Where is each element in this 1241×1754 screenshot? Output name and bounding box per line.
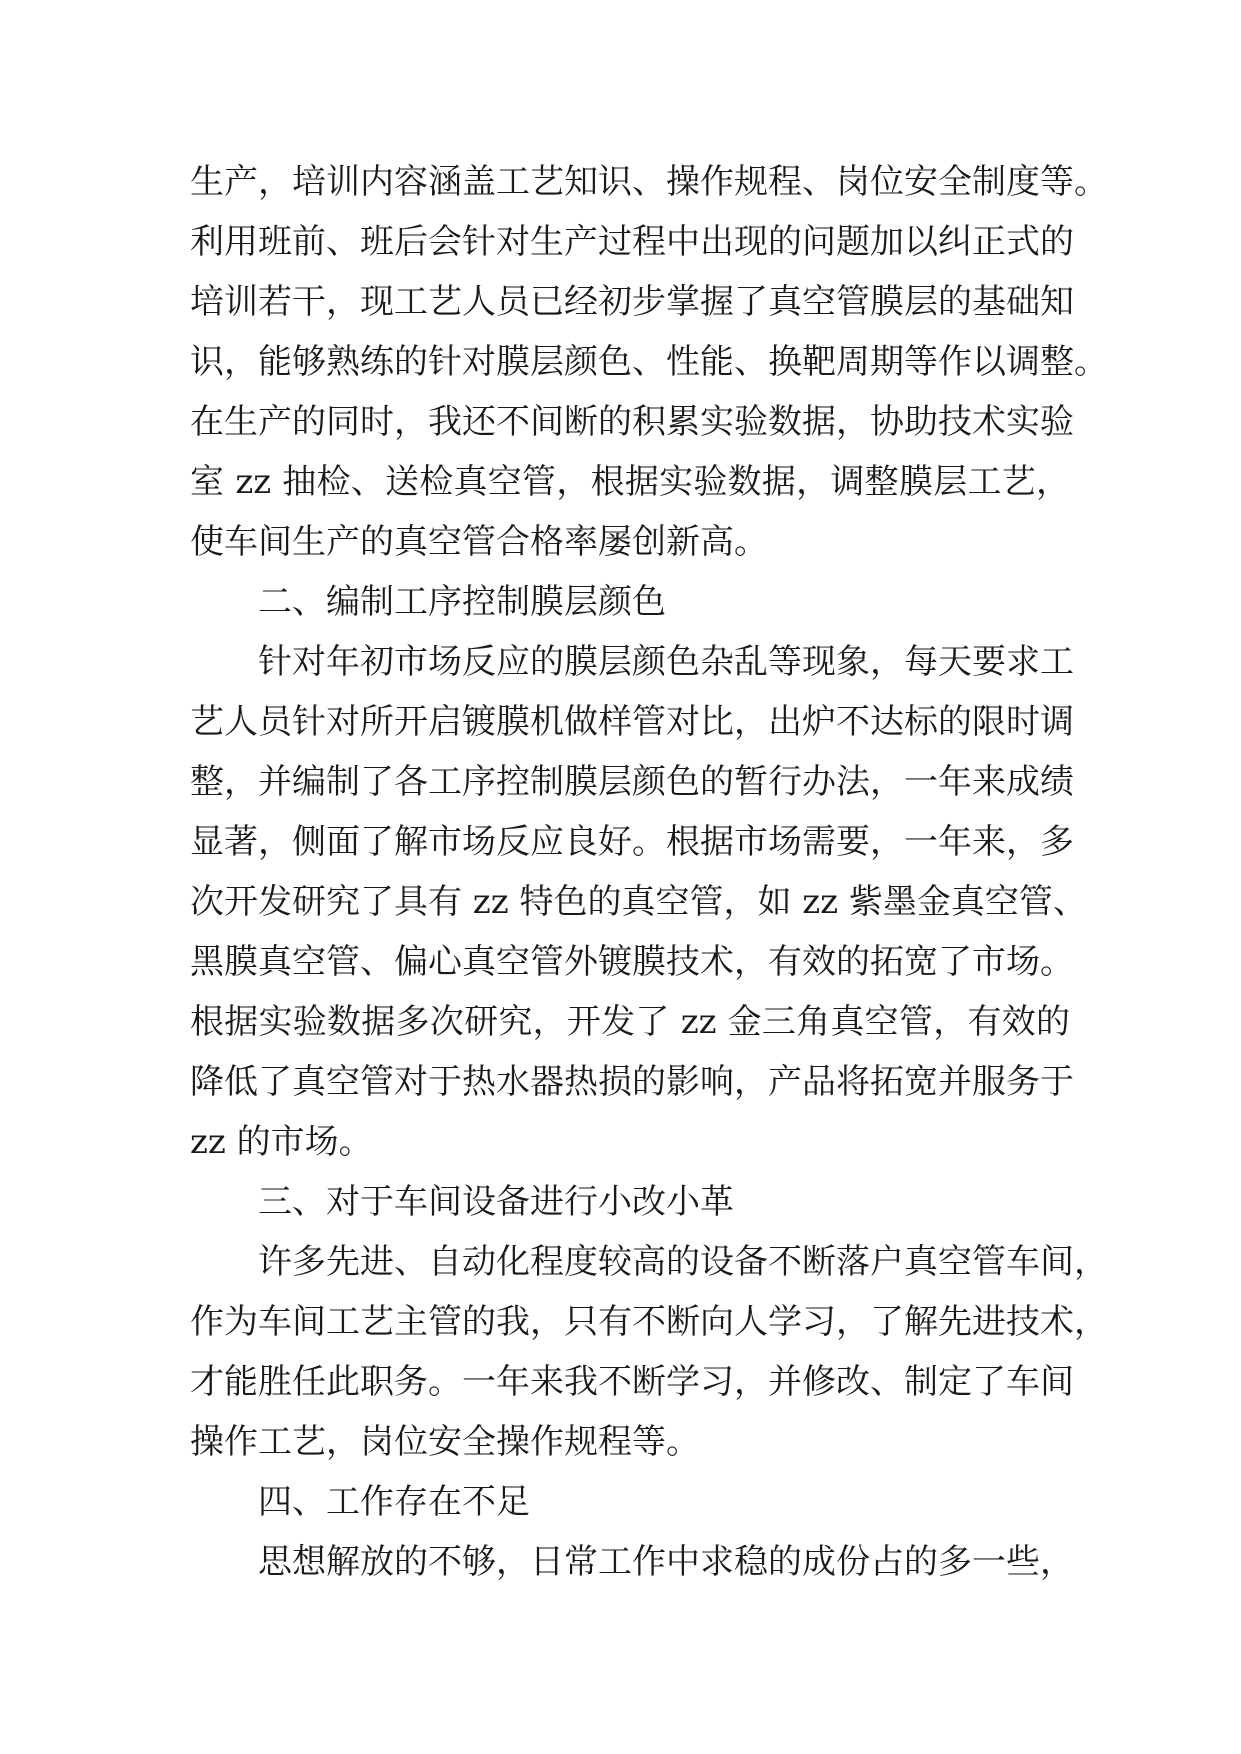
paragraph-line: 生产，培训内容涵盖工艺知识、操作规程、岗位安全制度等。 xyxy=(190,162,1108,202)
document-body xyxy=(190,152,1108,1592)
paragraph-line: 许多先进、自动化程度较高的设备不断落户真空管车间， xyxy=(258,1242,1108,1282)
section-heading: 二、编制工序控制膜层颜色 xyxy=(258,582,666,622)
paragraph-line: 整，并编制了各工序控制膜层颜色的暂行办法，一年来成绩 xyxy=(190,762,1074,802)
paragraph-line: 利用班前、班后会针对生产过程中出现的问题加以纠正式的 xyxy=(190,222,1074,262)
paragraph-line: 思想解放的不够，日常工作中求稳的成份占的多一些， xyxy=(258,1542,1074,1582)
paragraph-line: 作为车间工艺主管的我，只有不断向人学习，了解先进技术， xyxy=(190,1302,1108,1342)
paragraph-line: 在生产的同时，我还不间断的积累实验数据，协助技术实验 xyxy=(190,402,1074,442)
paragraph-line: 针对年初市场反应的膜层颜色杂乱等现象，每天要求工 xyxy=(258,642,1074,682)
paragraph-line: 次开发研究了具有 zz 特色的真空管，如 zz 紫墨金真空管、 xyxy=(190,882,1087,922)
paragraph-line: 才能胜任此职务。一年来我不断学习，并修改、制定了车间 xyxy=(190,1362,1074,1402)
paragraph-line: 黑膜真空管、偏心真空管外镀膜技术，有效的拓宽了市场。 xyxy=(190,942,1074,982)
paragraph-line: 显著，侧面了解市场反应良好。根据市场需要，一年来，多 xyxy=(190,822,1074,862)
paragraph-line: 室 zz 抽检、送检真空管，根据实验数据，调整膜层工艺， xyxy=(190,462,1070,502)
section-heading: 三、对于车间设备进行小改小革 xyxy=(258,1182,734,1222)
paragraph-line: 根据实验数据多次研究，开发了 zz 金三角真空管，有效的 xyxy=(190,1002,1070,1042)
section-heading: 四、工作存在不足 xyxy=(258,1482,530,1522)
paragraph-line: 培训若干，现工艺人员已经初步掌握了真空管膜层的基础知 xyxy=(190,282,1074,322)
paragraph-line: 艺人员针对所开启镀膜机做样管对比，出炉不达标的限时调 xyxy=(190,702,1074,742)
paragraph-line: zz 的市场。 xyxy=(190,1122,373,1162)
paragraph-line: 操作工艺，岗位安全操作规程等。 xyxy=(190,1422,700,1462)
paragraph-line: 识，能够熟练的针对膜层颜色、性能、换靶周期等作以调整。 xyxy=(190,342,1108,382)
paragraph-line: 降低了真空管对于热水器热损的影响，产品将拓宽并服务于 xyxy=(190,1062,1074,1102)
paragraph-line: 使车间生产的真空管合格率屡创新高。 xyxy=(190,522,768,562)
